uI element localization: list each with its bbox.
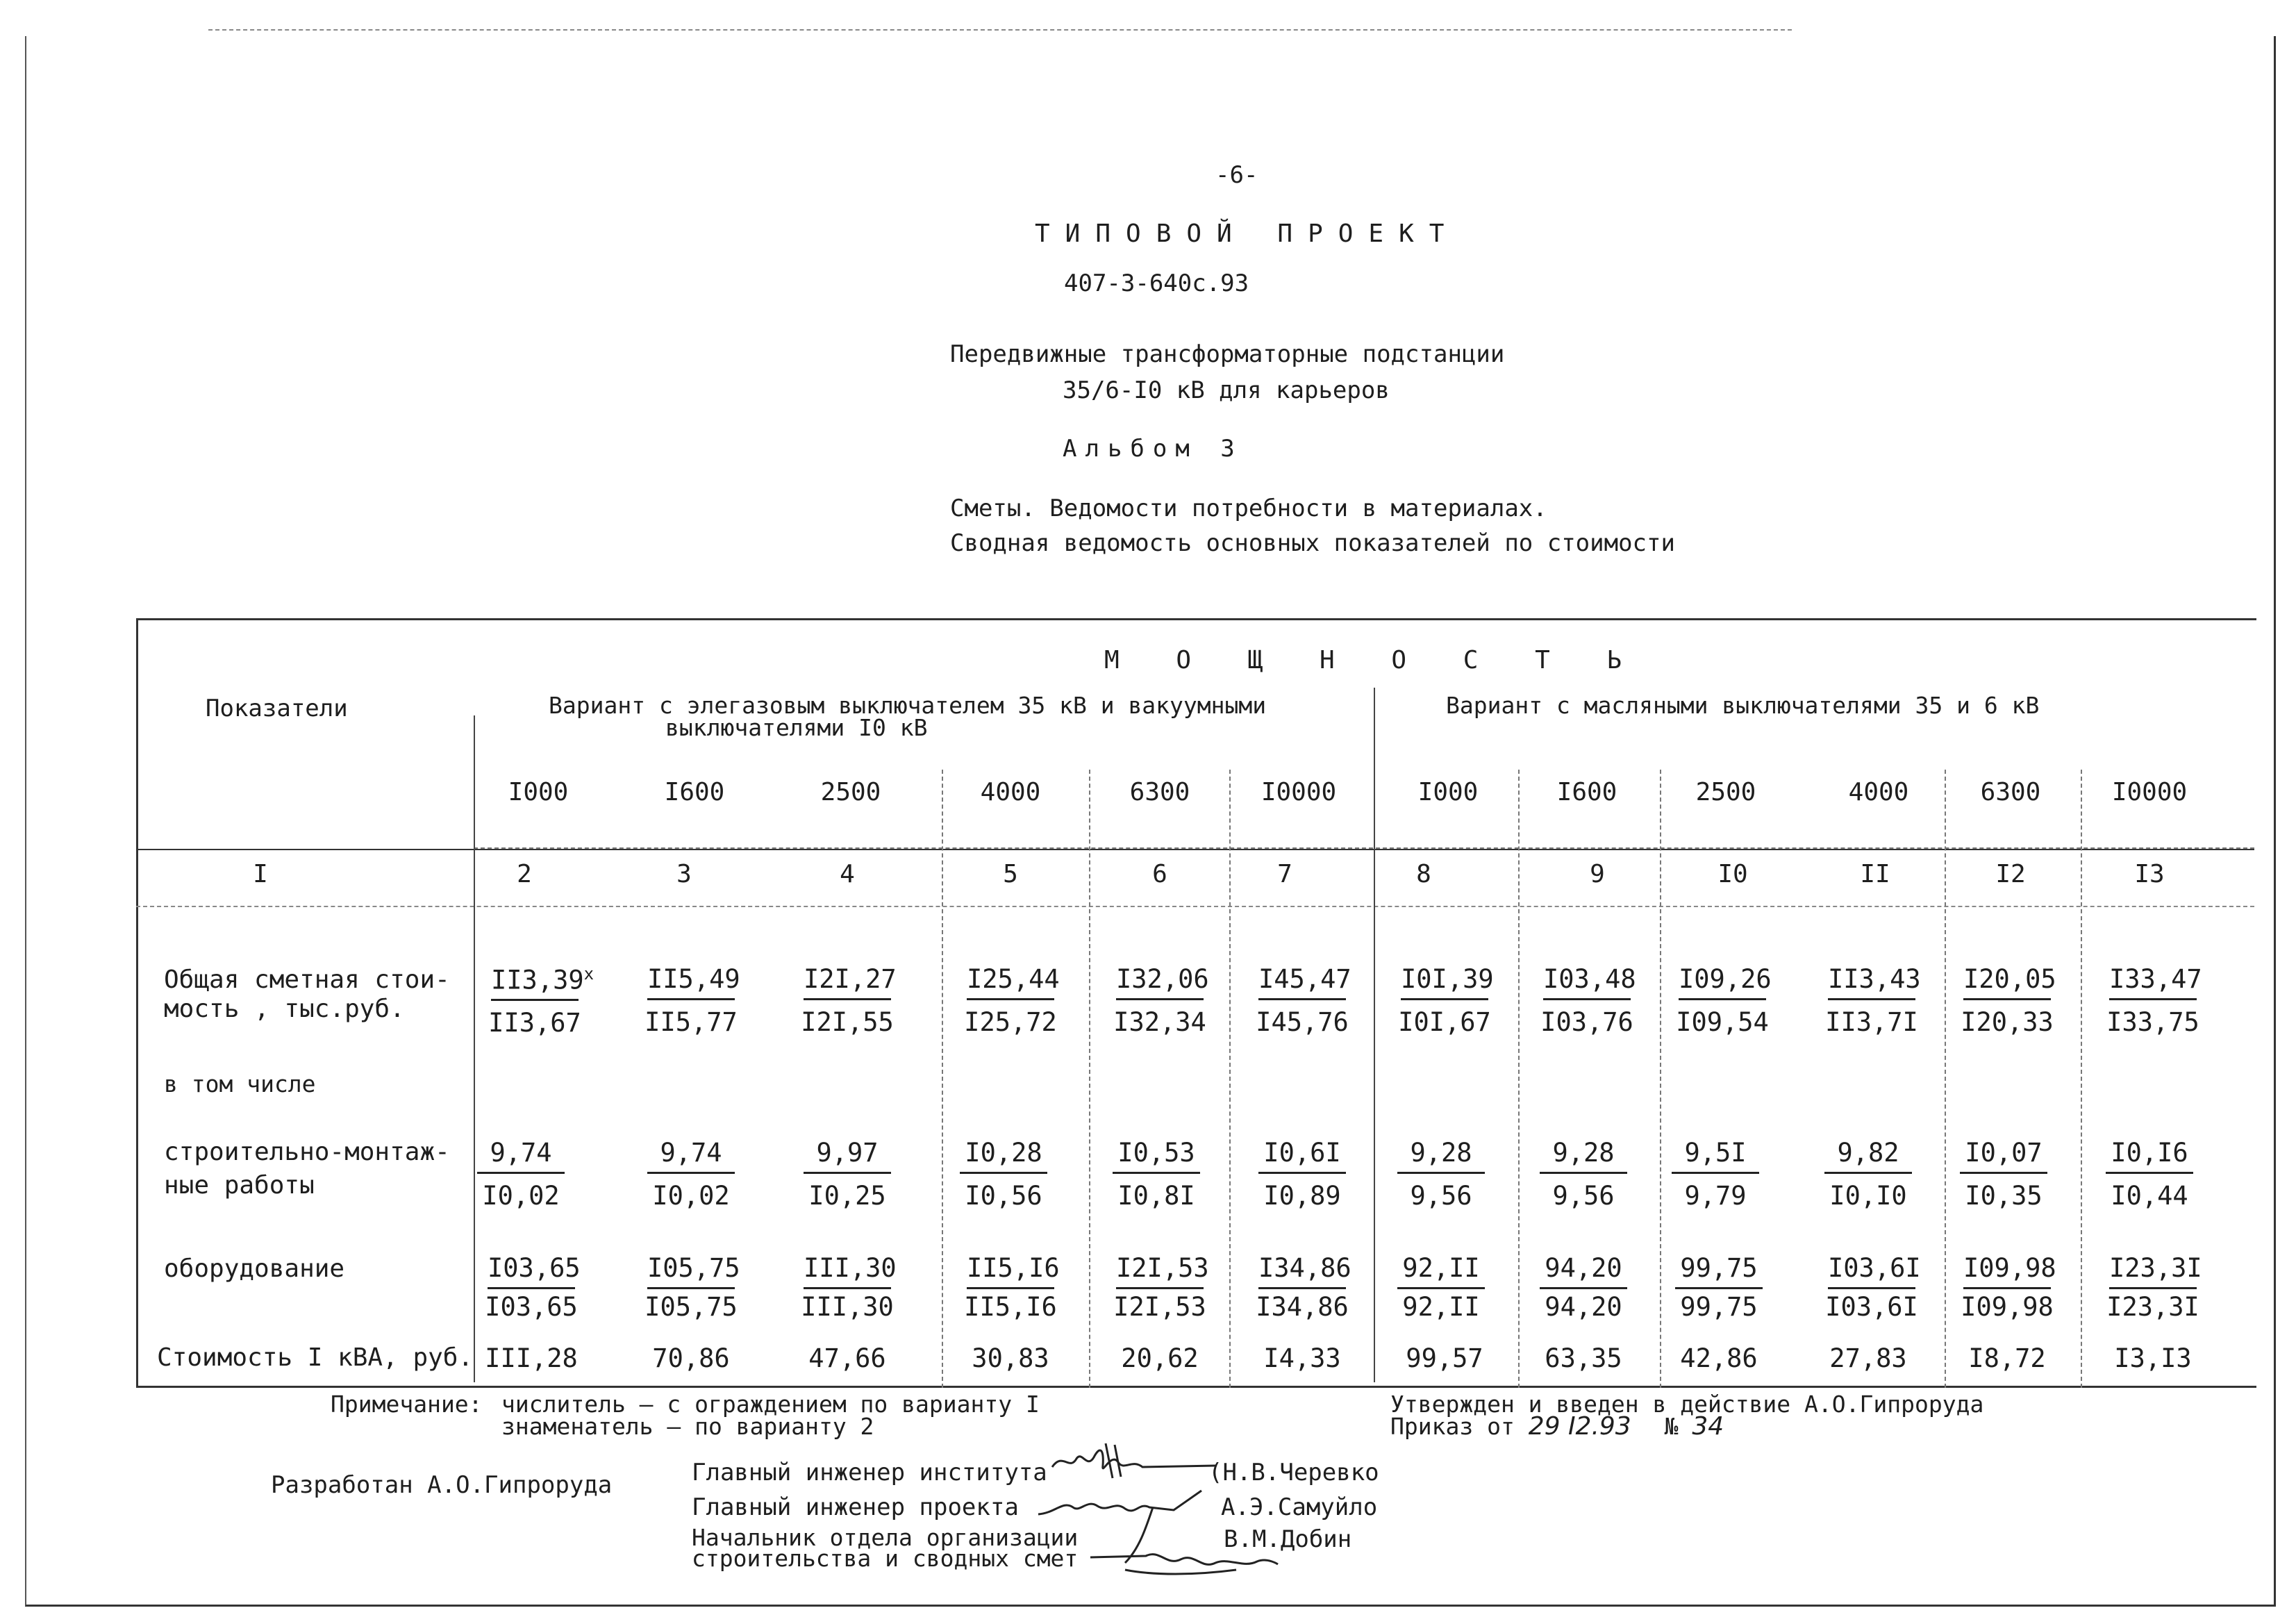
column-divider bbox=[1945, 770, 1946, 1388]
total-cost-cell: $\frac{I45,47}{I45,76}$ bbox=[1256, 964, 1351, 1037]
column-number: 6 bbox=[1152, 860, 1167, 888]
row-label-construction-1: строительно-монтаж- bbox=[164, 1138, 450, 1166]
row-label-equipment: оборудование bbox=[164, 1254, 345, 1283]
equipment-cost-cell: $\frac{II5,I6}{II5,I6}$ bbox=[964, 1253, 1060, 1322]
note-label: Примечание: bbox=[331, 1391, 483, 1418]
equipment-cost-cell: $\frac{92,II}{92,II}$ bbox=[1382, 1253, 1500, 1322]
cost-per-kva-cell: 99,57 bbox=[1406, 1343, 1483, 1373]
cost-per-kva-cell: I4,33 bbox=[1263, 1343, 1341, 1373]
power-header: 4000 bbox=[1848, 778, 1909, 806]
total-cost-cell: $\frac{I20,05}{I20,33}$ bbox=[1961, 964, 2056, 1037]
chief-engineer-project-name: А.Э.Самуйло bbox=[1221, 1493, 1378, 1521]
total-cost-cell: $\frac{I03,48}{I03,76}$ bbox=[1540, 964, 1636, 1037]
column-number: I0 bbox=[1717, 860, 1748, 888]
power-header: I0000 bbox=[1261, 778, 1337, 806]
developed-by: Разработан А.О.Гипроруда bbox=[271, 1471, 613, 1499]
equipment-cost-cell: $\frac{99,75}{99,75}$ bbox=[1660, 1253, 1778, 1322]
dept-head-title-1: Начальник отдела организации bbox=[692, 1524, 1079, 1551]
total-cost-cell: $\frac{I0I,39}{I0I,67}$ bbox=[1398, 964, 1494, 1037]
signature-dobin bbox=[1083, 1500, 1292, 1584]
column-number: I3 bbox=[2134, 860, 2165, 888]
cost-per-kva-cell: 70,86 bbox=[652, 1343, 730, 1373]
approval-date: 29 I2.93 bbox=[1528, 1412, 1631, 1441]
total-cost-cell: $\frac{II3,43}{II3,7I}$ bbox=[1825, 964, 1921, 1037]
equipment-cost-cell: $\frac{I05,75}{I05,75}$ bbox=[644, 1253, 740, 1322]
total-cost-cell: $\frac{I32,06}{I32,34}$ bbox=[1113, 964, 1209, 1037]
approval-line-2 bbox=[1390, 1412, 1724, 1441]
row-label-construction-2: ные работы bbox=[164, 1171, 315, 1200]
total-cost-cell: $\frac{II3,39^x}{II3,67}$ bbox=[488, 964, 594, 1038]
construction-cost-cell: $\frac{9,74}{I0,02}$ bbox=[462, 1138, 580, 1211]
column-divider bbox=[1374, 688, 1375, 1382]
column-number: I2 bbox=[1995, 860, 2026, 888]
power-header: I000 bbox=[1417, 778, 1479, 806]
document-title: ТИПОВОЙ ПРОЕКТ bbox=[1035, 219, 1460, 248]
top-edge-line bbox=[208, 29, 1792, 31]
power-caption: М О Щ Н О С Т Ь bbox=[1104, 646, 1643, 674]
subject-line-1: Передвижные трансформаторные подстанции bbox=[950, 340, 1505, 368]
note-line-1: числитель – с ограждением по варианту I bbox=[501, 1391, 1040, 1418]
column-number: II bbox=[1860, 860, 1890, 888]
construction-cost-cell: $\frac{I0,6I}{I0,89}$ bbox=[1243, 1138, 1361, 1211]
column-number: 4 bbox=[840, 860, 855, 888]
equipment-cost-cell: $\frac{94,20}{94,20}$ bbox=[1524, 1253, 1642, 1322]
note-line-2: знаменатель – по варианту 2 bbox=[501, 1413, 874, 1440]
power-header: 6300 bbox=[1129, 778, 1190, 806]
cost-per-kva-cell: I8,72 bbox=[1968, 1343, 2046, 1373]
row-label-total-cost-2: мость , тыс.руб. bbox=[164, 995, 405, 1023]
construction-cost-cell: $\frac{9,82}{I0,I0}$ bbox=[1809, 1138, 1927, 1211]
total-cost-cell: $\frac{I09,26}{I09,54}$ bbox=[1676, 964, 1772, 1037]
column-number: 2 bbox=[517, 860, 532, 888]
total-cost-cell: $\frac{I25,44}{I25,72}$ bbox=[964, 964, 1060, 1037]
power-header: I000 bbox=[508, 778, 569, 806]
total-cost-cell: $\frac{I33,47}{I33,75}$ bbox=[2106, 964, 2202, 1037]
column-number: 5 bbox=[1003, 860, 1018, 888]
row-label-including: в том числе bbox=[164, 1070, 316, 1097]
page-number: -6- bbox=[1215, 161, 1258, 189]
approval-number: 34 bbox=[1692, 1412, 1724, 1441]
column-number: I bbox=[253, 860, 268, 888]
power-header: 4000 bbox=[980, 778, 1041, 806]
document-line-2: Сводная ведомость основных показателей по стоимости bbox=[950, 529, 1675, 557]
dept-head-title-2: строительства и сводных смет bbox=[692, 1545, 1079, 1572]
power-header: I600 bbox=[1556, 778, 1617, 806]
table-rule bbox=[136, 906, 2254, 907]
cost-per-kva-cell: I3,I3 bbox=[2114, 1343, 2192, 1373]
chief-engineer-project-title: Главный инженер проекта bbox=[692, 1493, 1019, 1521]
album-label: Альбом 3 bbox=[1063, 435, 1243, 463]
power-header: I600 bbox=[664, 778, 725, 806]
document-line-1: Сметы. Ведомости потребности в материалах. bbox=[950, 495, 1547, 522]
construction-cost-cell: $\frac{9,74}{I0,02}$ bbox=[632, 1138, 750, 1211]
table-rule bbox=[136, 849, 2254, 850]
variant-a-header-line-2: выключателями I0 кВ bbox=[665, 714, 928, 741]
column-divider bbox=[1089, 770, 1090, 1388]
construction-cost-cell: $\frac{9,28}{9,56}$ bbox=[1382, 1138, 1500, 1211]
equipment-cost-cell: $\frac{I34,86}{I34,86}$ bbox=[1256, 1253, 1351, 1322]
construction-cost-cell: $\frac{9,97}{I0,25}$ bbox=[788, 1138, 906, 1211]
power-header: I0000 bbox=[2111, 778, 2188, 806]
project-code: 407-3-640с.93 bbox=[1064, 270, 1249, 297]
cost-per-kva-cell: 30,83 bbox=[972, 1343, 1049, 1373]
chief-engineer-institute-name: (Н.В.Черевко bbox=[1208, 1459, 1379, 1486]
row-label-cost-per-kva: Стоимость I кВА, руб. bbox=[157, 1343, 474, 1372]
row-label-total-cost-1: Общая сметная стои- bbox=[164, 966, 450, 994]
cost-per-kva-cell: 63,35 bbox=[1545, 1343, 1622, 1373]
variant-b-header: Вариант с масляными выключателями 35 и 6 кВ bbox=[1446, 692, 2040, 719]
variant-a-header-line-1: Вариант с элегазовым выключателем 35 кВ и вакуумными bbox=[549, 692, 1267, 719]
equipment-cost-cell: $\frac{I23,3I}{I23,3I}$ bbox=[2106, 1253, 2202, 1322]
column-number: 9 bbox=[1590, 860, 1605, 888]
signature-cherevko bbox=[1049, 1438, 1222, 1486]
construction-cost-cell: $\frac{I0,53}{I0,8I}$ bbox=[1097, 1138, 1215, 1211]
column-number: 7 bbox=[1277, 860, 1292, 888]
approval-line-1: Утвержден и введен в действие А.О.Гипроруда bbox=[1390, 1391, 1984, 1418]
power-header: 6300 bbox=[1980, 778, 2041, 806]
power-header: 2500 bbox=[820, 778, 881, 806]
cost-per-kva-cell: III,28 bbox=[485, 1343, 578, 1373]
approval-number-label: № bbox=[1664, 1413, 1679, 1440]
column-divider bbox=[942, 770, 943, 1388]
chief-engineer-institute-title: Главный инженер института bbox=[692, 1459, 1047, 1486]
cost-per-kva-cell: 42,86 bbox=[1680, 1343, 1758, 1373]
column-number: 8 bbox=[1416, 860, 1431, 888]
column-divider bbox=[2081, 770, 2082, 1388]
column-number: 3 bbox=[676, 860, 692, 888]
construction-cost-cell: $\frac{9,28}{9,56}$ bbox=[1524, 1138, 1642, 1211]
equipment-cost-cell: $\frac{I2I,53}{I2I,53}$ bbox=[1113, 1253, 1209, 1322]
equipment-cost-cell: $\frac{I09,98}{I09,98}$ bbox=[1961, 1253, 2056, 1322]
construction-cost-cell: $\frac{I0,07}{I0,35}$ bbox=[1945, 1138, 2063, 1211]
construction-cost-cell: $\frac{I0,I6}{I0,44}$ bbox=[2090, 1138, 2208, 1211]
cost-per-kva-cell: 20,62 bbox=[1121, 1343, 1199, 1373]
total-cost-cell: $\frac{II5,49}{II5,77}$ bbox=[644, 964, 740, 1037]
construction-cost-cell: $\frac{9,5I}{9,79}$ bbox=[1656, 1138, 1774, 1211]
construction-cost-cell: $\frac{I0,28}{I0,56}$ bbox=[945, 1138, 1063, 1211]
cost-per-kva-cell: 27,83 bbox=[1829, 1343, 1907, 1373]
approval-prefix: Приказ от bbox=[1390, 1413, 1515, 1440]
indicators-header: Показатели bbox=[206, 695, 348, 722]
column-divider bbox=[1518, 770, 1520, 1388]
equipment-cost-cell: $\frac{I03,6I}{I03,6I}$ bbox=[1825, 1253, 1921, 1322]
power-header: 2500 bbox=[1695, 778, 1756, 806]
subject-line-2: 35/6-I0 кВ для карьеров bbox=[1063, 376, 1390, 404]
total-cost-cell: $\frac{I2I,27}{I2I,55}$ bbox=[801, 964, 897, 1037]
cost-per-kva-cell: 47,66 bbox=[808, 1343, 886, 1373]
equipment-cost-cell: III,30 III,30 bbox=[801, 1253, 897, 1322]
equipment-cost-cell: $\frac{I03,65}{I03,65}$ bbox=[485, 1253, 581, 1322]
dept-head-name: В.М.Добин bbox=[1224, 1525, 1352, 1553]
